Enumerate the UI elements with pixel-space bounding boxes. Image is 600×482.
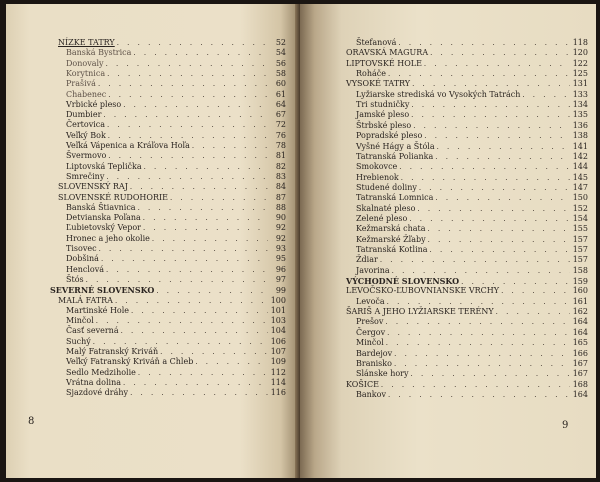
toc-entry-title: VÝCHODNÉ SLOVENSKO (346, 276, 460, 287)
dot-leader (138, 368, 268, 378)
dot-leader (99, 244, 268, 254)
dot-leader (398, 38, 570, 48)
toc-entry-title: LEVOČSKO-ĽUBOVNIANSKE VRCHY (346, 286, 500, 296)
toc-entry-title: SLOVENSKÝ RAJ (58, 182, 128, 192)
toc-entry-title: Bardejov (356, 348, 393, 358)
book-spread (6, 4, 596, 478)
toc-entry (66, 368, 286, 378)
toc-entry (66, 265, 286, 275)
toc-entry-page: 154 (572, 213, 588, 223)
toc-entry (356, 110, 588, 120)
dot-leader (108, 131, 268, 141)
toc-entry-title: Vrbické pleso (66, 99, 122, 109)
dot-leader (424, 59, 570, 69)
toc-entry-page: 166 (572, 348, 588, 358)
toc-entry (356, 183, 588, 193)
toc-entry (58, 193, 286, 203)
dot-leader (424, 131, 570, 141)
dot-leader (401, 173, 570, 183)
dot-leader (130, 182, 268, 192)
dot-leader (107, 120, 268, 130)
toc-entry-title: Skalnaté pleso (356, 203, 416, 213)
toc-entry-page: 97 (275, 274, 286, 284)
dot-leader (144, 162, 268, 172)
toc-entry-title: LIPTOVSKÉ HOLE (346, 58, 422, 68)
toc-entry-title: Sedlo Medziholie (66, 367, 136, 377)
toc-entry (66, 337, 286, 347)
toc-entry (50, 285, 286, 295)
dot-leader (380, 255, 570, 265)
toc-entry-title: Prešov (356, 317, 384, 327)
toc-entry-page: 64 (275, 99, 286, 109)
toc-entry (356, 297, 588, 307)
toc-entry-page: 160 (572, 286, 588, 296)
toc-entry (58, 296, 286, 306)
dot-leader (160, 347, 268, 357)
toc-entry-page: 87 (275, 192, 286, 202)
toc-entry (66, 357, 286, 367)
toc-entry (66, 203, 286, 213)
toc-entry-title: Kežmarské Žľaby (356, 234, 426, 244)
dot-leader (123, 100, 268, 110)
dot-leader (387, 297, 570, 307)
toc-entry-page: 83 (275, 171, 286, 181)
toc-entry-title: Minčol (356, 338, 384, 348)
toc-entry-title: Hrebienok (356, 172, 399, 182)
toc-entry (356, 90, 588, 100)
toc-entry-title: Henclová (66, 264, 105, 274)
toc-entry (66, 223, 286, 233)
toc-entry-page: 167 (572, 369, 588, 379)
toc-entry-page: 112 (270, 367, 286, 377)
toc-entry-page: 107 (270, 347, 286, 356)
dot-leader (152, 234, 268, 244)
toc-entry-title: Smokovce (356, 162, 398, 172)
toc-entry-page: 144 (572, 162, 588, 172)
toc-entry-title: Korytnica (66, 68, 106, 78)
toc-entry-title: Štefanová (356, 38, 397, 47)
toc-entry (346, 380, 588, 390)
toc-entry-title: Veľká Vápenica a Kráľova Hoľa (66, 141, 190, 150)
toc-entry (356, 369, 588, 379)
dot-leader (412, 79, 570, 89)
toc-entry-title: Smrečiny (66, 171, 105, 181)
dot-leader (103, 110, 268, 120)
toc-entry (66, 378, 286, 388)
toc-entry (66, 90, 286, 100)
toc-entry-title: Čertovica (66, 120, 106, 130)
toc-entry-title: SEVERNÉ SLOVENSKO (50, 285, 155, 296)
toc-entry-page: 76 (275, 130, 286, 140)
dot-leader (388, 390, 570, 400)
dot-leader (392, 266, 570, 276)
dot-leader (387, 328, 570, 338)
toc-entry-title: Ždiar (356, 255, 378, 265)
toc-entry-page: 93 (275, 244, 286, 253)
toc-entry (346, 286, 588, 296)
toc-entry (356, 235, 588, 245)
toc-entry-title: Kežmarská chata (356, 224, 426, 234)
toc-entry (356, 162, 588, 172)
toc-entry-page: 109 (270, 357, 286, 367)
toc-entry (356, 204, 588, 214)
toc-entry-page: 145 (572, 172, 588, 182)
toc-entry-title: Ľubietovský Vepor (66, 223, 141, 233)
dot-leader (411, 369, 570, 379)
dot-leader (101, 254, 268, 264)
toc-entry-page: 125 (572, 69, 588, 79)
dot-leader (121, 326, 268, 336)
toc-entry-page: 82 (275, 161, 286, 171)
toc-entry (356, 69, 588, 79)
toc-entry-page: 141 (572, 141, 588, 151)
dot-leader (522, 90, 570, 100)
toc-entry-page: 157 (572, 234, 588, 244)
dot-leader (399, 162, 570, 172)
toc-entry-title: Sjazdové dráhy (66, 388, 129, 398)
toc-entry-title: ŠARIŠ A JEHO LYŽIARSKE TERÉNY (346, 307, 494, 317)
toc-entry-page: 164 (572, 327, 588, 337)
toc-entry-page: 78 (275, 141, 286, 150)
toc-entry-title: Vrátna dolina (66, 377, 122, 387)
dot-leader (394, 359, 570, 369)
toc-entry-title: Veľký Fatranský Kriváň a Chleb (66, 357, 194, 367)
toc-entry (356, 152, 588, 162)
right-page-number: 9 (562, 420, 569, 431)
dot-leader (435, 152, 570, 162)
dot-leader (170, 193, 268, 203)
toc-entry-page: 60 (275, 79, 286, 89)
dot-leader (411, 110, 570, 120)
right-page (300, 4, 596, 478)
toc-entry (356, 359, 588, 369)
toc-entry-page: 155 (572, 224, 588, 234)
dot-leader (133, 48, 268, 58)
toc-entry-page: 159 (572, 277, 588, 287)
toc-entry (66, 79, 286, 89)
toc-entry (66, 172, 286, 182)
toc-entry-title: Švermovo (66, 151, 107, 161)
toc-entry (356, 224, 588, 234)
toc-entry-title: MALÁ FATRA (58, 295, 113, 305)
dot-leader (138, 203, 268, 213)
dot-leader (430, 245, 570, 255)
toc-entry (356, 255, 588, 265)
toc-entry (66, 48, 286, 58)
toc-entry (58, 38, 286, 48)
toc-entry (66, 69, 286, 79)
toc-entry-title: Tatranská Lomnica (356, 193, 434, 203)
toc-entry (66, 131, 286, 141)
toc-entry (356, 121, 588, 131)
toc-entry (356, 131, 588, 141)
toc-entry-title: Štrbské pleso (356, 120, 412, 130)
toc-entry (356, 317, 588, 327)
toc-entry-page: 158 (572, 265, 588, 275)
dot-leader (108, 90, 268, 100)
dot-leader (98, 79, 268, 89)
toc-entry-page: 120 (572, 48, 588, 58)
dot-leader (93, 337, 268, 347)
toc-entry-title: Popradské pleso (356, 131, 423, 141)
dot-leader (413, 121, 570, 131)
dot-leader (143, 223, 268, 233)
toc-entry-page: 114 (270, 377, 286, 387)
toc-entry-title: Časť severná (66, 326, 119, 336)
toc-entry (66, 110, 286, 120)
toc-entry-title: NÍZKE TATRY (58, 38, 115, 47)
toc-entry-title: Tisovec (66, 244, 97, 253)
dot-leader (195, 357, 268, 367)
toc-entry-title: Branisko (356, 358, 392, 368)
toc-entry (346, 79, 588, 89)
toc-entry-page: 142 (572, 151, 588, 161)
toc-entry (346, 59, 588, 69)
toc-entry-title: Čergov (356, 327, 386, 337)
dot-leader (417, 204, 570, 214)
toc-entry-title: Minčol (66, 316, 94, 326)
dot-leader (435, 193, 570, 203)
toc-entry (66, 316, 286, 326)
toc-entry (356, 193, 588, 203)
toc-entry-page: 131 (572, 79, 588, 89)
dot-leader (501, 286, 570, 296)
dot-leader (107, 69, 268, 79)
toc-entry-page: 118 (572, 38, 588, 47)
toc-entry-page: 164 (572, 389, 588, 399)
toc-entry (356, 266, 588, 276)
toc-entry-page: 52 (275, 38, 286, 47)
toc-entry-page: 92 (275, 223, 286, 233)
dot-leader (192, 141, 268, 151)
toc-entry (66, 100, 286, 110)
dot-leader (385, 317, 570, 327)
toc-entry-title: Dumbier (66, 110, 102, 120)
left-page-number: 8 (28, 416, 35, 427)
toc-entry (66, 234, 286, 244)
toc-entry (66, 59, 286, 69)
toc-entry-title: Studené doliny (356, 182, 417, 192)
toc-entry-page: 61 (275, 89, 286, 99)
dot-leader (496, 307, 570, 317)
toc-entry-page: 116 (270, 388, 286, 398)
dot-leader (131, 306, 268, 316)
toc-entry-page: 103 (270, 316, 286, 326)
dot-leader (381, 380, 570, 390)
toc-entry (58, 182, 286, 192)
dot-leader (106, 59, 268, 69)
toc-entry-page: 161 (572, 296, 588, 306)
dot-leader (409, 214, 570, 224)
toc-entry (356, 173, 588, 183)
dot-leader (428, 235, 570, 245)
toc-entry-page: 106 (270, 336, 286, 346)
dot-leader (411, 100, 570, 110)
dot-leader (388, 69, 570, 79)
toc-entry (66, 275, 286, 285)
toc-entry (66, 162, 286, 172)
toc-entry-page: 95 (275, 254, 286, 264)
toc-entry (66, 141, 286, 151)
toc-entry-page: 168 (572, 379, 588, 389)
toc-entry (356, 245, 588, 255)
toc-entry-title: Tatranská Polianka (356, 151, 434, 161)
toc-entry-page: 150 (572, 193, 588, 203)
toc-entry-title: Tatranská Kotlina (356, 245, 428, 254)
toc-entry (356, 100, 588, 110)
toc-entry-page: 81 (275, 151, 286, 161)
dot-leader (437, 142, 570, 152)
toc-entry-page: 90 (275, 213, 286, 223)
toc-entry-page: 67 (275, 110, 286, 120)
toc-entry-title: Chabenec (66, 89, 107, 99)
toc-entry (356, 328, 588, 338)
toc-entry-page: 135 (572, 110, 588, 120)
toc-entry-page: 133 (572, 89, 588, 99)
toc-entry-page: 122 (572, 58, 588, 68)
toc-entry (66, 244, 286, 254)
dot-leader (115, 296, 268, 306)
toc-entry-title: Vyšné Hágy a Štóla (356, 141, 435, 151)
toc-entry-page: 56 (275, 58, 286, 68)
toc-entry-title: Lyžiarske strediská vo Vysokých Tatrách (356, 89, 521, 99)
toc-entry-title: Jamské pleso (356, 110, 410, 120)
toc-entry-title: KOŠICE (346, 379, 379, 389)
toc-entry (356, 349, 588, 359)
toc-entry-page: 101 (270, 305, 286, 315)
toc-entry-page: 147 (572, 182, 588, 192)
toc-entry (346, 307, 588, 317)
toc-entry-page: 100 (270, 295, 286, 305)
toc-entry-title: ORAVSKÁ MAGURA (346, 48, 429, 58)
toc-entry-page: 54 (275, 48, 286, 58)
toc-entry-title: Banská Bystrica (66, 48, 132, 58)
dot-leader (430, 48, 570, 58)
toc-entry-page: 84 (275, 182, 286, 192)
toc-entry-title: VYSOKÉ TATRY (346, 79, 411, 89)
toc-entry-page: 157 (572, 245, 588, 254)
dot-leader (117, 38, 268, 48)
toc-entry-page: 104 (270, 326, 286, 336)
left-page (6, 4, 298, 478)
dot-leader (106, 172, 268, 182)
toc-entry-title: Bankov (356, 389, 386, 399)
dot-leader (96, 316, 268, 326)
toc-entry-title: Tri studničky (356, 100, 410, 110)
toc-entry-title: Levoča (356, 296, 385, 306)
toc-entry (66, 306, 286, 316)
dot-leader (130, 388, 268, 398)
toc-entry-title: Dobšiná (66, 254, 99, 264)
toc-entry-page: 92 (275, 233, 286, 243)
toc-entry-page: 99 (275, 286, 286, 296)
toc-entry-title: Veľký Bok (66, 130, 106, 140)
toc-entry-page: 138 (572, 131, 588, 141)
toc-entry (66, 120, 286, 130)
toc-entry-page: 162 (572, 307, 588, 317)
dot-leader (428, 224, 570, 234)
toc-entry-page: 58 (275, 68, 286, 78)
toc-entry-title: Detvianska Poľana (66, 213, 141, 223)
toc-entry (66, 254, 286, 264)
toc-entry-page: 72 (275, 120, 286, 130)
toc-entry-title: Prašivá (66, 79, 96, 89)
dot-leader (394, 349, 570, 359)
dot-leader (86, 275, 268, 285)
toc-entry-page: 88 (275, 202, 286, 212)
toc-entry (356, 214, 588, 224)
toc-entry-title: Liptovská Teplička (66, 161, 142, 171)
dot-leader (143, 213, 268, 223)
toc-entry-title: Hronec a jeho okolie (66, 233, 150, 243)
dot-leader (106, 265, 268, 275)
toc-entry-title: Banská Štiavnica (66, 202, 136, 212)
dot-leader (419, 183, 570, 193)
toc-entry-title: Javorina (356, 265, 390, 275)
toc-entry-title: Štós (66, 274, 84, 284)
toc-entry (66, 151, 286, 161)
toc-entry-title: Suchý (66, 336, 91, 346)
toc-entry-title: Roháče (356, 69, 386, 79)
toc-entry-page: 134 (572, 100, 588, 110)
toc-entry (66, 326, 286, 336)
toc-entry (356, 390, 588, 400)
toc-entry (66, 388, 286, 398)
toc-entry-title: Malý Fatranský Kriváň (66, 347, 159, 356)
toc-entry (356, 142, 588, 152)
toc-entry (66, 213, 286, 223)
toc-entry (346, 48, 588, 58)
toc-entry-title: Donovaly (66, 58, 104, 68)
toc-entry-title: Martinské Hole (66, 305, 130, 315)
dot-leader (386, 338, 570, 348)
toc-entry-title: SLOVENSKÉ RUDOHORIE (58, 192, 168, 202)
toc-entry-page: 136 (572, 120, 588, 130)
toc-entry-title: Zelené pleso (356, 213, 408, 223)
toc-entry-title: Slánske hory (356, 369, 409, 379)
toc-entry-page: 167 (572, 358, 588, 368)
toc-entry (356, 38, 588, 48)
toc-entry (356, 338, 588, 348)
toc-entry-page: 152 (572, 203, 588, 213)
toc-entry-page: 165 (572, 338, 588, 348)
toc-entry-page: 157 (572, 255, 588, 265)
dot-leader (123, 378, 268, 388)
toc-entry (346, 276, 588, 286)
dot-leader (108, 151, 268, 161)
toc-entry-page: 164 (572, 317, 588, 327)
toc-entry (66, 347, 286, 357)
toc-entry-page: 96 (275, 264, 286, 274)
